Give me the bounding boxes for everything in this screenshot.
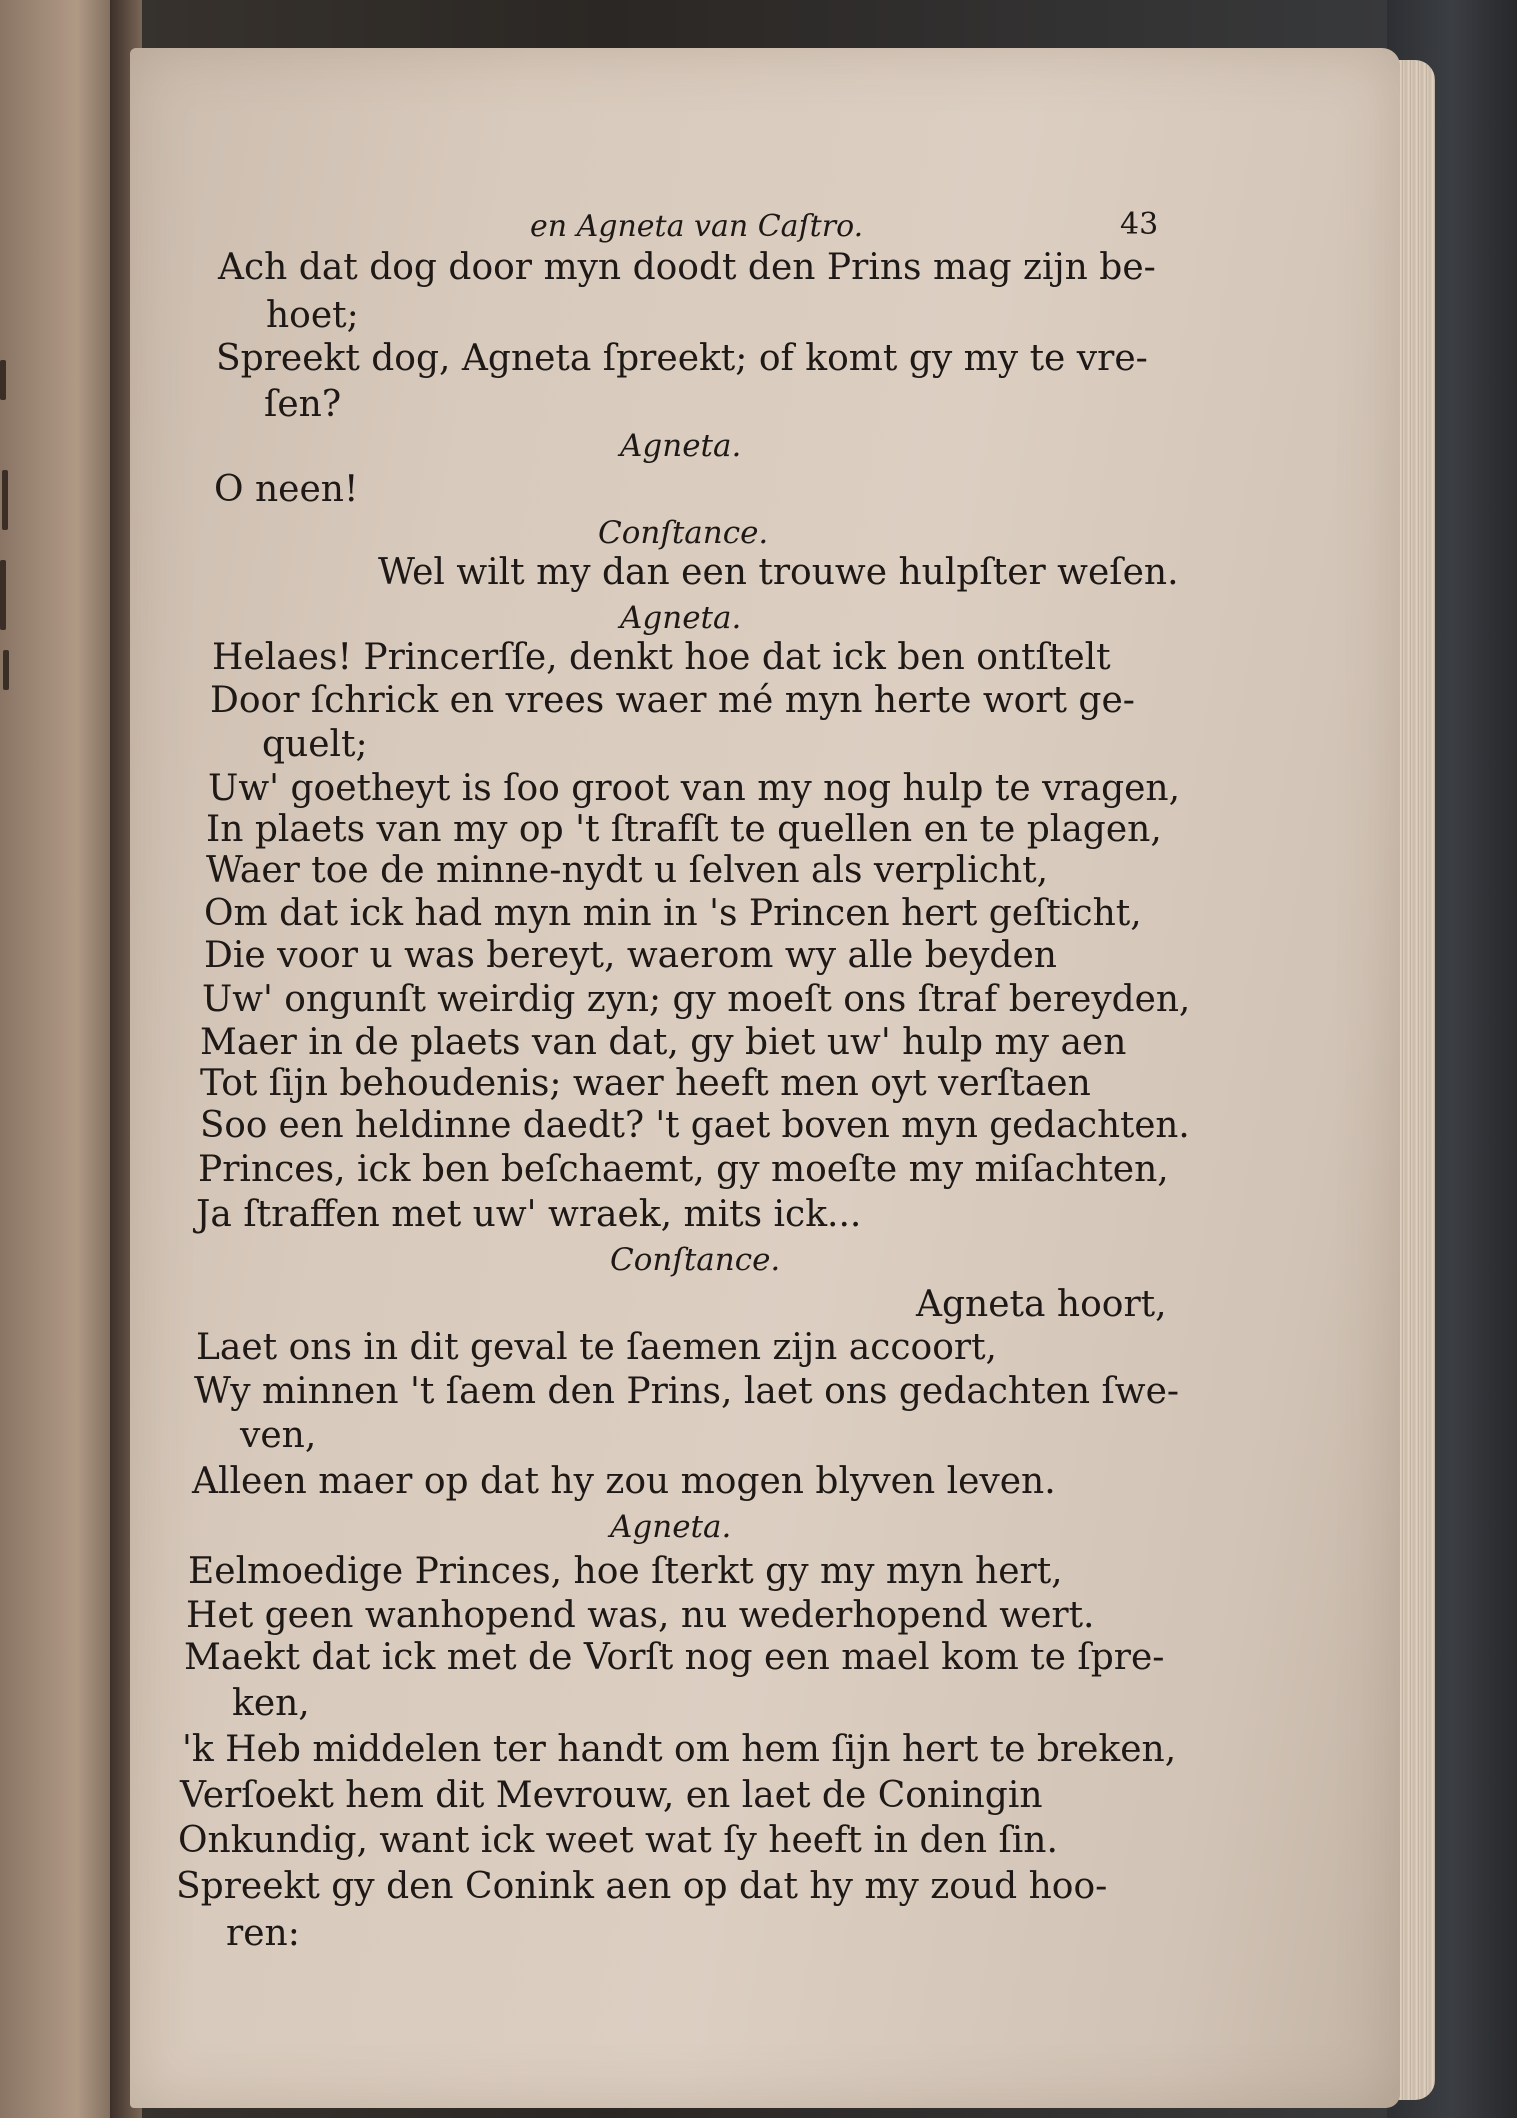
text-line: 'k Heb middelen ter handt om hem ſijn hert te breken, [182, 1729, 1177, 1770]
text-line: Waer toe de minne-nydt u ſelven als verplicht, [206, 850, 1049, 891]
text-line: Verſoekt hem dit Mevrouw, en laet de Coningin [180, 1775, 1043, 1816]
speaker-label: Agneta. [610, 1509, 732, 1545]
text-line: Tot ſijn behoudenis; waer heeft men oyt verſtaen [200, 1063, 1091, 1104]
text-line: Ach dat dog door myn doodt den Prins mag zijn be- [218, 247, 1156, 288]
text-line: Alleen maer op dat hy zou mogen blyven leven. [192, 1461, 1056, 1502]
text-line: Soo een heldinne daedt? 't gaet boven myn gedachten. [200, 1105, 1190, 1146]
text-line: Ja ſtraffen met uw' wraek, mits ick... [196, 1194, 862, 1235]
text-line: Helaes! Princerſſe, denkt hoe dat ick ben ontſtelt [212, 637, 1111, 678]
text-line: hoet; [266, 295, 359, 336]
speaker-label: Conſtance. [598, 515, 769, 551]
text-line: Spreekt gy den Conink aen op dat hy my zoud hoo- [176, 1866, 1108, 1907]
text-line: Maer in de plaets van dat, gy biet uw' hulp my aen [200, 1022, 1127, 1063]
text-line: Maekt dat ick met de Vorſt nog een mael kom te ſpre- [184, 1637, 1165, 1678]
speaker-label: Agneta. [620, 600, 742, 636]
text-line: O neen! [214, 469, 359, 510]
speaker-label: Agneta. [620, 428, 742, 464]
text-line: ſen? [264, 384, 342, 425]
text-line: ven, [240, 1415, 317, 1456]
text-line: Onkundig, want ick weet wat ſy heeft in den ſin. [178, 1820, 1058, 1861]
left-page-edge [0, 0, 128, 2118]
text-line: Spreekt dog, Agneta ſpreekt; of komt gy my te vre- [216, 338, 1148, 379]
text-line: Die voor u was bereyt, waerom wy alle beyden [204, 935, 1057, 976]
text-line: Uw' goetheyt is ſoo groot van my nog hulp te vragen, [208, 768, 1181, 809]
page-number: 43 [1120, 207, 1159, 242]
text-line: Laet ons in dit geval te ſaemen zijn accoort, [196, 1327, 997, 1368]
text-line: Wy minnen 't ſaem den Prins, laet ons gedachten ſwe- [194, 1371, 1180, 1412]
speaker-label: Conſtance. [610, 1242, 781, 1278]
page-stack-edges [1395, 60, 1435, 2100]
text-line: Eelmoedige Princes, hoe ſterkt gy my myn hert, [188, 1551, 1063, 1592]
text-line: In plaets van my op 't ſtrafſt te quellen en te plagen, [206, 809, 1162, 850]
text-line: Wel wilt my dan een trouwe hulpſter weſen. [378, 552, 1179, 593]
text-line: Het geen wanhopend was, nu wederhopend wert. [186, 1595, 1095, 1636]
running-title: en Agneta van Caſtro. [530, 209, 864, 244]
text-line: ken, [232, 1683, 310, 1724]
text-line: Uw' ongunſt weirdig zyn; gy moeſt ons ſtraf bereyden, [202, 979, 1191, 1020]
text-line: quelt; [262, 724, 368, 765]
text-line: Agneta hoort, [916, 1284, 1167, 1325]
text-line: Om dat ick had myn min in 's Princen hert geſticht, [204, 893, 1142, 934]
text-line: Princes, ick ben beſchaemt, gy moeſte my miſachten, [198, 1149, 1169, 1190]
text-line: ren: [226, 1913, 300, 1954]
text-line: Door ſchrick en vrees waer mé myn herte wort ge- [210, 680, 1135, 721]
